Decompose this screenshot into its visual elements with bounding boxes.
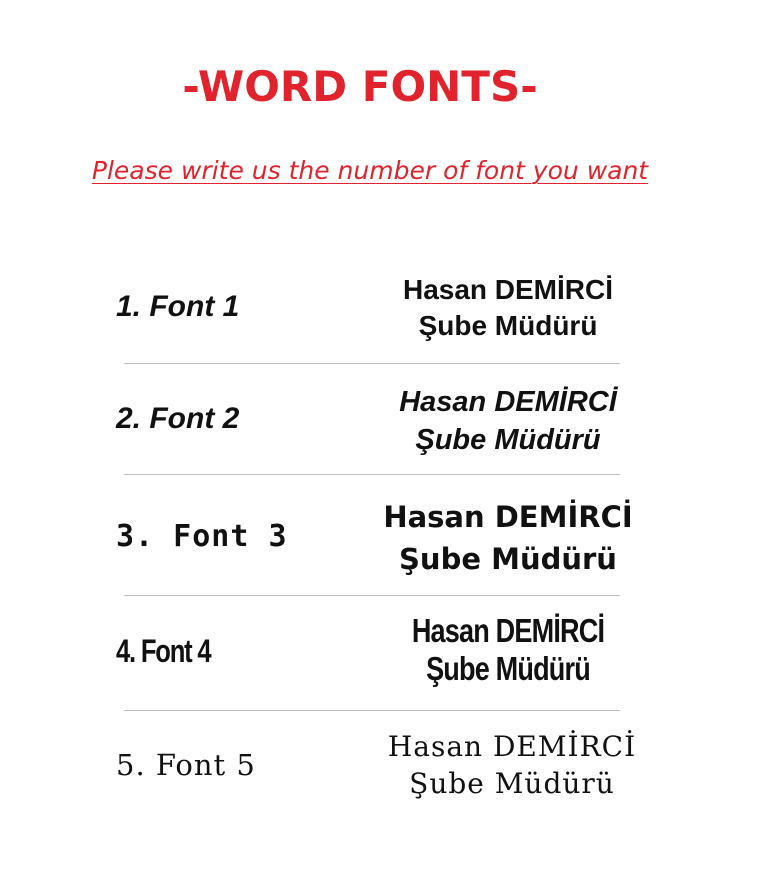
sample-name: Hasan DEMİRCİ (387, 730, 637, 763)
page-subtitle: Please write us the number of font you want (91, 156, 649, 185)
sample-name: Hasan DEMİRCİ (402, 274, 614, 305)
sample-title: Şube Müdürü (409, 767, 615, 800)
row-divider (124, 595, 620, 596)
sample-name: Hasan DEMİRCİ (383, 500, 633, 534)
sample-title: Şube Müdürü (415, 424, 601, 456)
row-divider (124, 363, 620, 364)
font-option-label: 3. Font 3 (116, 519, 288, 554)
font-option-label: 2. Font 2 (116, 402, 240, 435)
font-sample (380, 383, 636, 459)
font-sample (387, 612, 630, 688)
font-sample (380, 272, 636, 344)
font-sample (384, 728, 640, 802)
font-option-label: 5. Font 5 (116, 748, 256, 782)
font-option-label: 1. Font 1 (116, 290, 240, 323)
sample-name: Hasan DEMİRCİ (411, 612, 605, 649)
row-divider (124, 710, 620, 711)
row-divider (124, 474, 620, 475)
sample-title: Şube Müdürü (426, 650, 590, 687)
sample-name: Hasan DEMİRCİ (399, 386, 617, 418)
sample-title: Şube Müdürü (399, 542, 617, 576)
font-option-label: 4. Font 4 (116, 633, 211, 669)
page-title: -WORD FONTS- (182, 62, 538, 111)
sample-title: Şube Müdürü (418, 310, 598, 341)
font-sample (376, 496, 640, 580)
